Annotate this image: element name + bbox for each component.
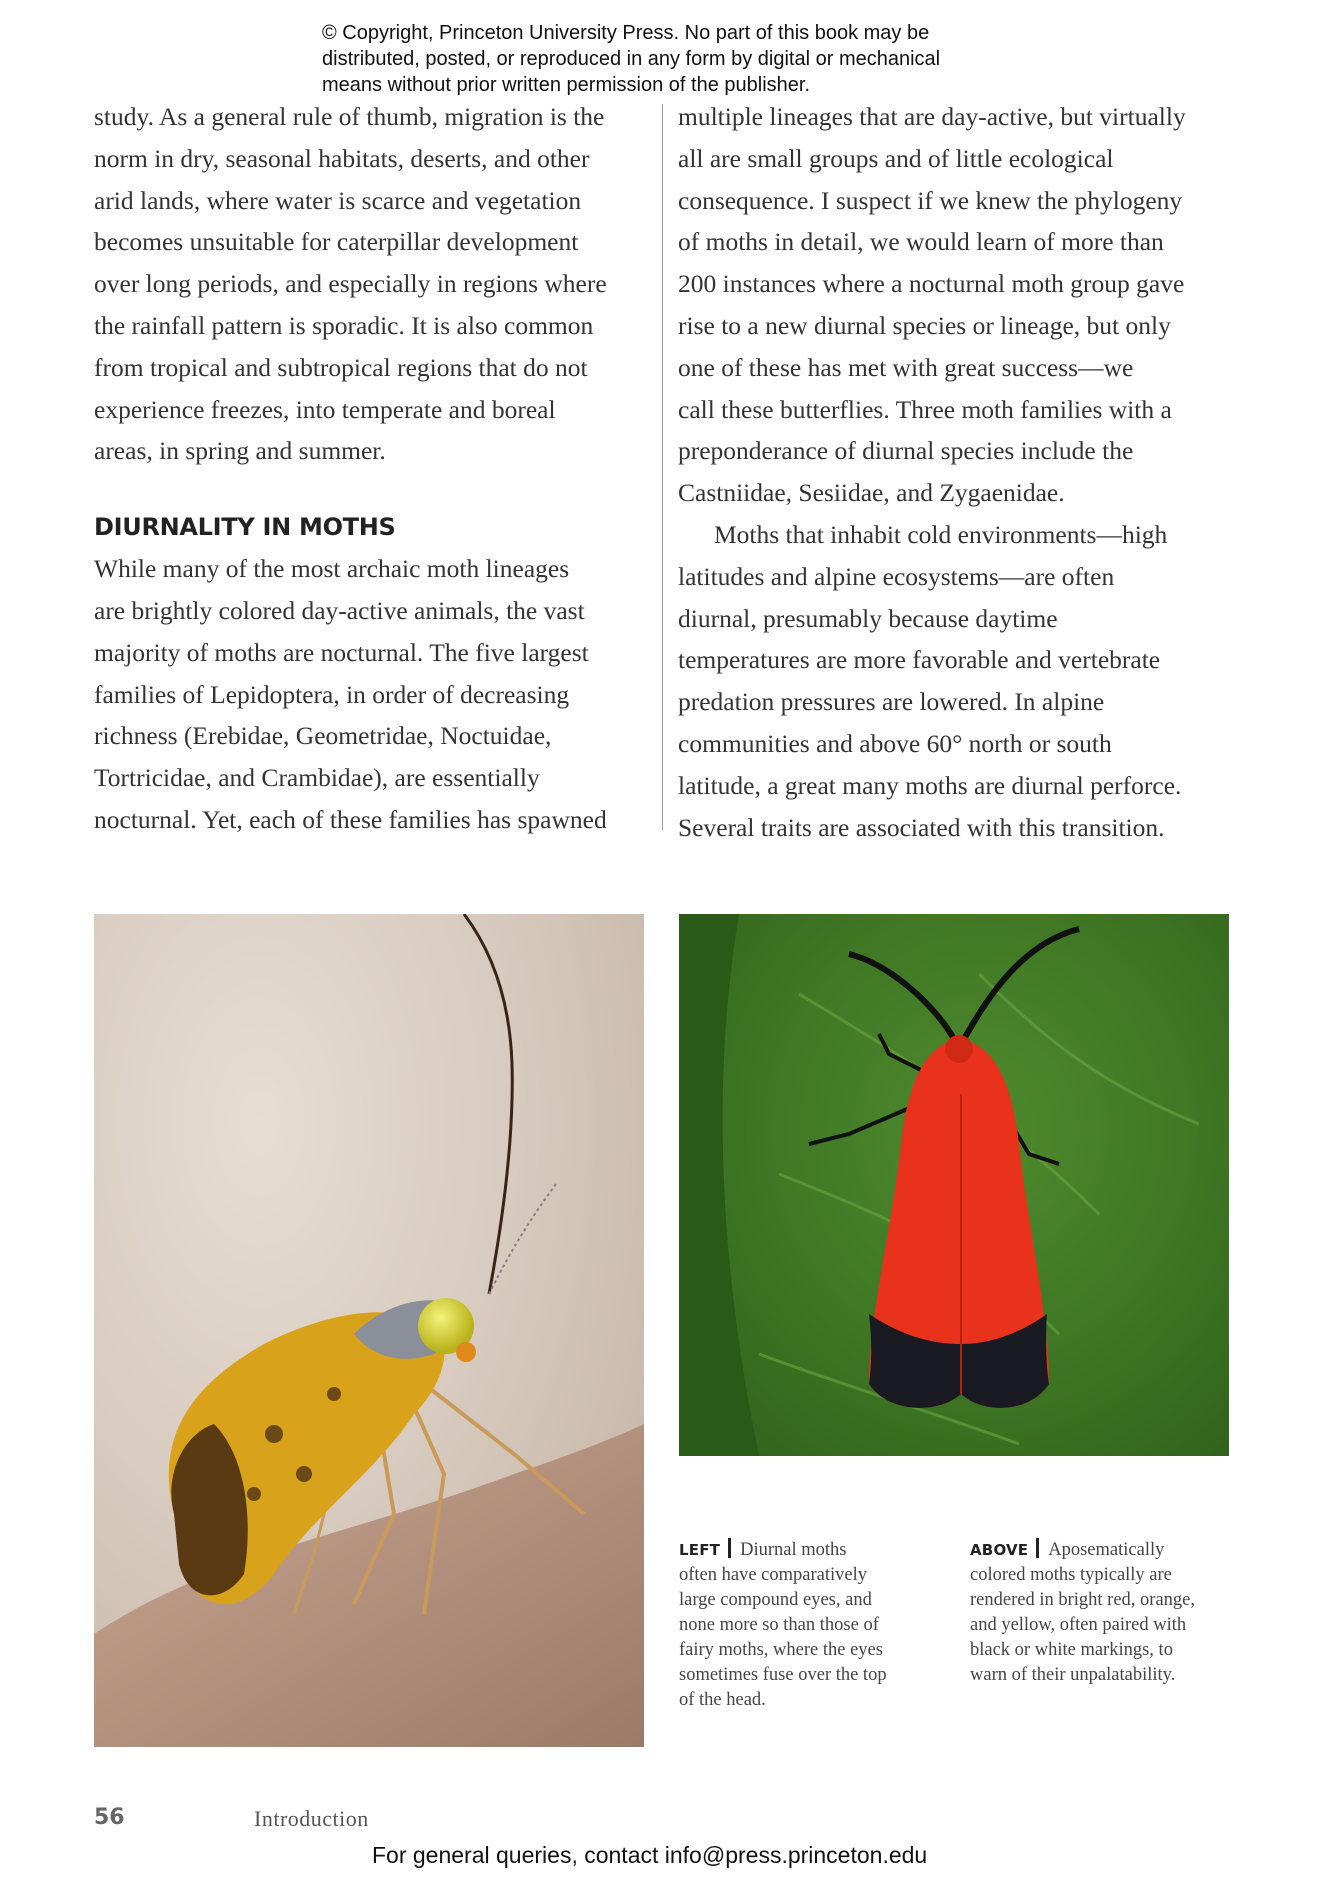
body-line: predation pressures are lowered. In alpine <box>678 687 1105 717</box>
fairy-moth-photo <box>94 914 644 1747</box>
copyright-notice <box>322 20 1042 98</box>
body-line: becomes unsuitable for caterpillar development <box>94 227 579 257</box>
body-line: latitude, a great many moths are diurnal perforce. <box>678 770 1182 800</box>
body-line: latitudes and alpine ecosystems—are often <box>678 561 1115 591</box>
body-line: from tropical and subtropical regions that do not <box>94 352 588 382</box>
body-line: families of Lepidoptera, in order of decreasing <box>94 679 570 709</box>
body-line: Tortricidae, and Crambidae), are essentially <box>94 763 540 793</box>
caption-bar <box>728 1538 731 1558</box>
copyright-line: distributed, posted, or reproduced in any form by digital or mechanical <box>322 48 941 70</box>
body-line: all are small groups and of little ecological <box>678 143 1114 173</box>
body-line: 200 instances where a nocturnal moth group gave <box>678 269 1185 299</box>
caption-line: colored moths typically are <box>970 1565 1172 1585</box>
caption-line: none more so than those of <box>679 1615 879 1635</box>
red-moth-photo <box>679 914 1229 1456</box>
body-line: experience freezes, into temperate and boreal <box>94 394 556 424</box>
copyright-line: means without prior written permission of the publisher. <box>322 74 811 96</box>
caption-line: sometimes fuse over the top <box>679 1665 887 1685</box>
body-line: richness (Erebidae, Geometridae, Noctuidae, <box>94 721 552 751</box>
body-line: the rainfall pattern is sporadic. It is also common <box>94 310 594 340</box>
caption-line: large compound eyes, and <box>679 1590 872 1610</box>
body-line: rise to a new diurnal species or lineage, but only <box>678 310 1171 340</box>
caption-line: Aposematically <box>1048 1540 1165 1560</box>
right-text-column <box>678 96 1238 848</box>
red-moth-illustration <box>679 914 1229 1456</box>
fairy-moth-illustration <box>94 914 644 1747</box>
body-line: multiple lineages that are day-active, but virtually <box>678 102 1186 131</box>
caption-above <box>970 1538 1232 1688</box>
column-divider <box>662 104 663 830</box>
body-line: of moths in detail, we would learn of more than <box>678 227 1164 257</box>
copyright-line: © Copyright, Princeton University Press. No part of this book may be <box>322 22 930 44</box>
caption-line: often have comparatively <box>679 1565 867 1585</box>
body-line: study. As a general rule of thumb, migration is the <box>94 102 605 131</box>
body-line: Castniidae, Sesiidae, and Zygaenidae. <box>678 478 1065 508</box>
caption-tag: LEFT <box>679 1541 721 1559</box>
caption-line: of the head. <box>679 1690 766 1710</box>
body-line: communities and above 60° north or south <box>678 728 1112 758</box>
body-line: temperatures are more favorable and vertebrate <box>678 645 1161 675</box>
body-line: majority of moths are nocturnal. The five largest <box>94 637 589 667</box>
caption-line: Diurnal moths <box>740 1540 847 1560</box>
caption-line: fairy moths, where the eyes <box>679 1640 883 1660</box>
body-line: one of these has met with great success—we <box>678 352 1134 382</box>
body-line: arid lands, where water is scarce and vegetation <box>94 185 582 215</box>
body-line: consequence. I suspect if we knew the phylogeny <box>678 185 1183 215</box>
body-line: areas, in spring and summer. <box>94 436 386 466</box>
body-line: While many of the most archaic moth lineages <box>94 554 570 584</box>
body-line: nocturnal. Yet, each of these families has spawned <box>94 804 607 834</box>
body-line: preponderance of diurnal species include the <box>678 436 1134 466</box>
caption-left <box>679 1538 941 1713</box>
caption-line: and yellow, often paired with <box>970 1615 1187 1635</box>
page-number: 56 <box>94 1805 125 1830</box>
body-line: call these butterflies. Three moth families with a <box>678 394 1172 424</box>
caption-tag: ABOVE <box>970 1541 1029 1559</box>
body-line: Several traits are associated with this transition. <box>678 812 1165 842</box>
contact-line: For general queries, contact info@press.princeton.edu <box>372 1842 928 1868</box>
body-line: norm in dry, seasonal habitats, deserts, and other <box>94 143 590 173</box>
caption-line: rendered in bright red, orange, <box>970 1590 1195 1610</box>
caption-bar <box>1036 1538 1039 1558</box>
body-line: are brightly colored day-active animals, the vast <box>94 595 585 625</box>
body-line: over long periods, and especially in regions where <box>94 269 607 299</box>
body-line: diurnal, presumably because daytime <box>678 603 1058 633</box>
caption-line: black or white markings, to <box>970 1640 1173 1660</box>
left-text-column <box>94 96 654 841</box>
running-head: Introduction <box>254 1806 369 1831</box>
section-heading: DIURNALITY IN MOTHS <box>94 513 396 542</box>
caption-line: warn of their unpalatability. <box>970 1665 1176 1685</box>
body-line: Moths that inhabit cold environments—high <box>714 519 1168 549</box>
